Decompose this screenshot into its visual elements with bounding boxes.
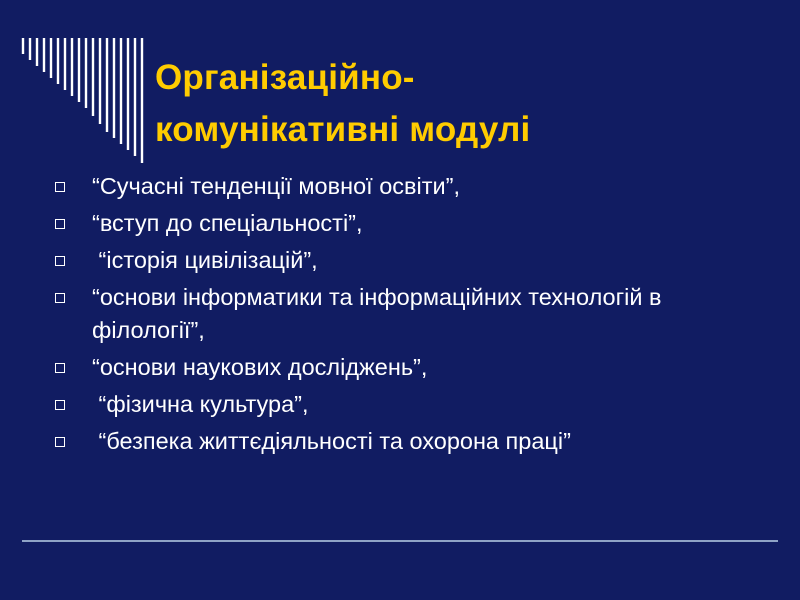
list-item-text: “історія цивілізацій”, xyxy=(92,247,318,273)
slide-title-line-2: комунікативні модулі xyxy=(155,110,531,149)
list-item xyxy=(52,351,772,384)
hollow-square-bullet-icon xyxy=(55,219,65,229)
list-item-text: “фізична культура”, xyxy=(92,391,309,417)
list-item xyxy=(52,244,772,277)
hollow-square-bullet-icon xyxy=(55,437,65,447)
list-item xyxy=(52,170,772,203)
list-item-text: “вступ до спеціальності”, xyxy=(92,210,363,236)
hollow-square-bullet-icon xyxy=(55,400,65,410)
vertical-stripes-corner-icon xyxy=(18,38,148,163)
module-list xyxy=(52,170,772,462)
list-item-text: “основи наукових досліджень”, xyxy=(92,354,428,380)
hollow-square-bullet-icon xyxy=(55,182,65,192)
hollow-square-bullet-icon xyxy=(55,256,65,266)
list-item xyxy=(52,388,772,421)
slide-title-line-1: Організаційно- xyxy=(155,58,415,97)
hollow-square-bullet-icon xyxy=(55,363,65,373)
list-item xyxy=(52,425,772,458)
list-item xyxy=(52,281,772,347)
list-item xyxy=(52,207,772,240)
list-item-text: “Сучасні тенденції мовної освіти”, xyxy=(92,173,460,199)
list-item-text: “основи інформатики та інформаційних технологій в філології”, xyxy=(92,284,669,343)
list-item-text: “безпека життєдіяльності та охорона праці” xyxy=(92,428,571,454)
slide-title xyxy=(155,52,530,156)
hollow-square-bullet-icon xyxy=(55,293,65,303)
bottom-divider xyxy=(22,540,778,542)
